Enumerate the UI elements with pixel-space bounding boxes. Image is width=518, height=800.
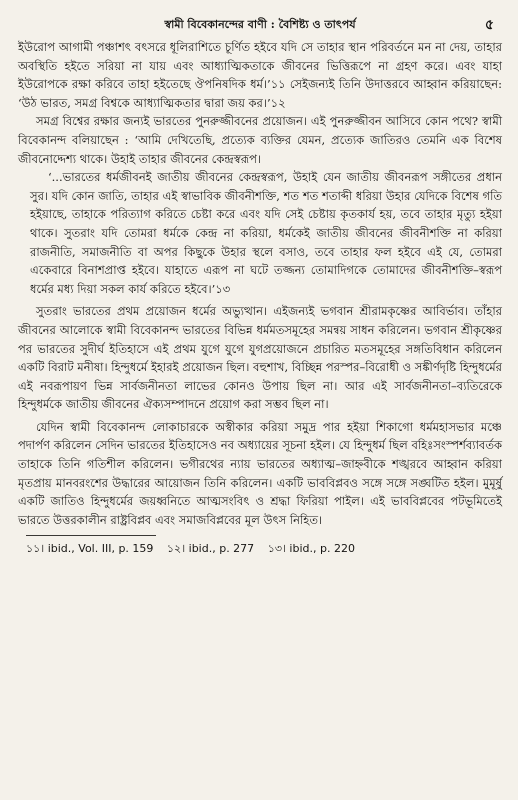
footnote-12: ১২। ibid., p. 277 — [166, 542, 255, 556]
page-header — [18, 12, 502, 38]
paragraph-1: ইউরোপ আগামী পঞ্চাশৎ বৎসরে ধূলিরাশিতে চূর্ণিত হইবে যদি সে তাহার স্থান পরিবর্তনে মন না দেয়, তাহার অবস্থিতি হইতে সরিয়া না যায় এবং আধ্যাত্মিকতাকে জীবনের ভিত্তিরূপে না গ্রহণ করে। এবং যাহা ইউরোপকে রক্ষা করিবে তাহা হইতেছে ঔপনিষদিক ধর্ম।’১১ সেইজন্যই তিনি উদাত্তরবে আহ্বান করিয়াছেন: ‘উঠ ভারত, সমগ্র বিশ্বকে আধ্যাত্মিকতার দ্বারা জয় কর।’১২ — [18, 40, 502, 110]
footnotes — [18, 542, 502, 556]
page-number: ৫ — [484, 17, 494, 33]
running-head: স্বামী বিবেকানন্দের বাণী : বৈশিষ্ট্য ও তাৎপর্য — [164, 18, 356, 31]
paragraph-2: সমগ্র বিশ্বের রক্ষার জন্যই ভারতের পুনরুজ্জীবনের প্রয়োজন। এই পুনরুজ্জীবন আসিবে কোন পথে? স্বামী বিবেকানন্দ বলিয়াছেন : ‘আমি দেখিতেছি, প্রত্যেক ব্যক্তির যেমন, প্রত্যেক জাতিরও তেমনি এক বিশেষ জীবনোদ্দেশ্য থাকে। উহাই তাহার জীবনের কেন্দ্রস্বরূপ। — [18, 114, 502, 166]
block-quote: ‘...ভারতের ধর্মজীবনই জাতীয় জীবনের কেন্দ্রস্বরূপ, উহাই যেন জাতীয় জীবনরূপ সঙ্গীতের প্রধান সুর। যদি কোন জাতি, তাহার এই স্বাভাবিক জীবনীশক্তি, শত শত শতাব্দী ধরিয়া উহার যেদিকে বিশেষ গতি হইয়াছে, তাহাকে পরিত্যাগ করিতে চেষ্টা করে এবং যদি সেই চেষ্টায় কৃতকার্য হয়, তবে তাহার মৃত্যু হইয়া থাকে। সুতরাং যদি তোমরা ধর্মকে কেন্দ্র না করিয়া, ধর্মকেই জাতীয় জীবনের জীবনীশক্তি না করিয়া রাজনীতি, সমাজনীতি বা অপর কিছুকে উহার স্থলে বসাও, তবে তাহার ফল হইবে এই যে, তোমরা একেবারে বিনাশপ্রাপ্ত হইবে। যাহাতে এরূপ না ঘটে তজ্জন্য তোমাদিগকে তোমাদের জীবনীশক্তি–স্বরূপ ধর্মের মধ্য দিয়া সকল কার্য করিতে হইবে।’১৩ — [30, 170, 502, 296]
paragraph-5: যেদিন স্বামী বিবেকানন্দ লোকাচারকে অস্বীকার করিয়া সমুদ্র পার হইয়া শিকাগো ধর্মমহাসভার মঞ্চে পদার্পণ করিলেন সেদিন ভারতের ইতিহাসেও নব অধ্যায়ের সূচনা হইল। যে হিন্দুধর্ম ছিল বহিঃসংস্পর্শব্যাবর্তক তাহাকে তিনি গতিশীল করিলেন। ভগীরথের ন্যায় ভারতের অধ্যাত্ম–জাহ্নবীকে শঙ্খরবে আহ্বান করিয়া মৃতপ্রায় মানবরংশের উদ্ধারের আয়োজন তিনি করিলেন। একটি ভাববিপ্লবও সঙ্গে সঙ্গে সঙ্ঘটিত হইল। মুমূর্ষু একটি জাতিও হিন্দুধর্মের জয়ধ্বনিতে আত্মসংবিৎ ও শ্রদ্ধা ফিরিয়া পাইল। এই ভাববিপ্লবের পটভূমিতেই ভারতে উত্তরকালীন রাষ্ট্রবিপ্লব এবং সমাজবিপ্লবের মূল উৎস নিহিত। — [18, 419, 502, 527]
footnote-13: ১৩। ibid., p. 220 — [267, 542, 355, 556]
footnote-11: ১১। ibid., Vol. III, p. 159 — [26, 542, 154, 556]
footnote-divider — [26, 535, 156, 536]
paragraph-4: সুতরাং ভারতের প্রথম প্রয়োজন ধর্মের অভ্যুত্থান। এইজন্যই ভগবান শ্রীরামকৃষ্ণের আবির্ভাব। তাঁহার জীবনের আলোকে স্বামী বিবেকানন্দ ভারতের বিভিন্ন ধর্মমতসমূহের সমন্বয় সাধন করিলেন। ভগবান শ্রীকৃষ্ণের পর ভারতের সুদীর্ঘ ইতিহাসে এই প্রথম যুগে যুগে যুগপ্রয়োজনে প্রচারিত মতসমূহের সঙ্গতিবিধান করিলেন একটি বিরাট মনীষা। হিন্দুধর্মে ইহারই প্রয়োজন ছিল। বহুশাখ, বিচ্ছিন্ন পরস্পর–বিরোধী ও সঙ্কীর্ণদৃষ্টি হিন্দুধর্মের এই নবরূপায়ণ ভিন্ন সার্বজনীনতা লাভের কোনও উপায় ছিল না। আর এই সার্বজনীনতা–ব্যতিরেকে হিন্দুধর্মকে জাতীয় জীবনের ঐক্যসম্পাদনে প্রয়োগ করা সম্ভব ছিল না। — [18, 304, 502, 412]
